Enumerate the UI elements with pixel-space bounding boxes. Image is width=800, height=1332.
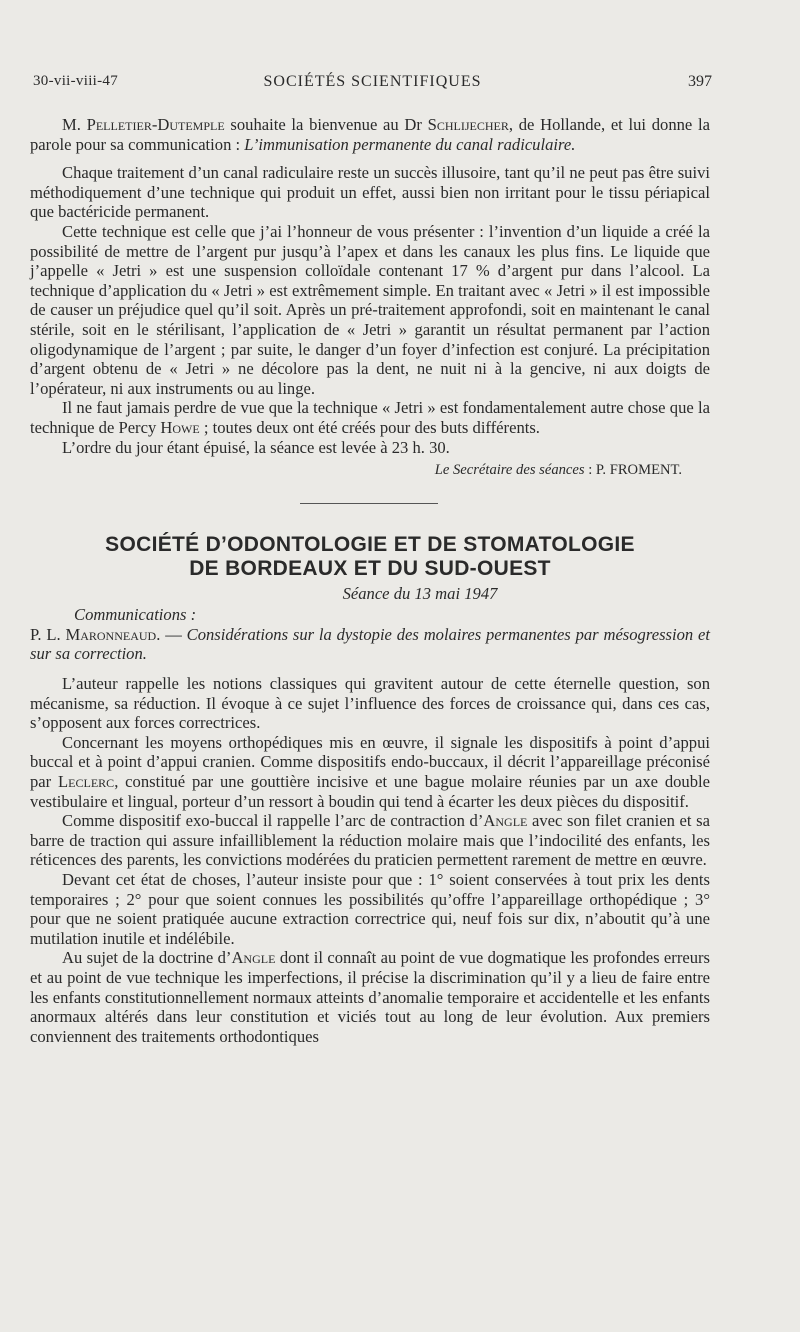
paragraph: Chaque traitement d’un canal radiculaire reste un succès illusoire, tant qu’il ne peut pas être suivi méthodiquement d’une technique qui produit un effet, aussi bien non irritant pour le tissu périapical que bactéricide permanent.: [30, 163, 710, 222]
signature-label: Le Secrétaire des séances: [434, 462, 585, 479]
communications-heading: Communications :: [74, 605, 197, 625]
issue-date: 30-vii-viii-47: [33, 73, 119, 89]
text-run: . —: [156, 624, 187, 644]
running-title: SOCIÉTÉS SCIENTIFIQUES: [263, 73, 482, 90]
text-run: P. L.: [30, 624, 66, 644]
article-title: Considérations sur la dystopie des molaires permanentes par mésogression et sur sa correction.: [30, 624, 710, 664]
section-title-line: SOCIÉTÉ D’ODONTOLOGIE ET DE STOMATOLOGIE: [105, 532, 635, 556]
session-date-text: Séance du 13 mai 1947: [342, 583, 498, 603]
paragraph: L’auteur rappelle les notions classiques qui gravitent autour de cette éternelle question, son mécanisme, sa réduction. Il évoque à ce sujet l’influence des forces de croissance qui, dans ces cas, s’opposent aux forces correctrices.: [30, 674, 710, 733]
signature-name: P. FROMENT.: [595, 462, 682, 479]
person-name: Howe: [160, 417, 200, 437]
session-date: [30, 584, 710, 604]
author-name: Maronneaud: [65, 624, 157, 644]
running-head: [33, 73, 712, 95]
person-name: Angle: [231, 948, 276, 968]
text-run: M.: [62, 115, 87, 134]
text-run: , constitué par une gouttière incisive et une bague molaire réunies par un axe double vestibulaire et lingual, porteur d’un ressort à boudin qui tend à écarter les deux pièces du dispositif.: [30, 772, 710, 811]
paragraph: Devant cet état de choses, l’auteur insiste pour que : 1° soient conservées à tout prix les dents temporaires ; 2° pour que soient connues les possibilités qu’offre l’appareillage orthopédique ; 3° pour que ne soient pratiquée aucune extraction correctrice qui, neuf fois sur dix, n’aboutit qu’à une mutilation inutile et indélébile.: [30, 870, 710, 948]
section-divider: [300, 503, 438, 504]
text-run: Au sujet de la doctrine d’: [62, 948, 232, 968]
section-title-line: DE BORDEAUX ET DU SUD-OUEST: [189, 556, 551, 580]
communication-title: L’immunisation permanente du canal radiculaire.: [244, 134, 576, 154]
text-run: , de Hollande, et lui donne la parole pour sa communication :: [30, 115, 710, 154]
text-run: Concernant les moyens orthopédiques mis en œuvre, il signale les dispositifs à point d’appui buccal et à point d’appui cranien. Comme dispositifs endo-buccaux, il décrit l’appareillage préconisé par: [30, 732, 710, 792]
person-name: Pelletier-Dutemple: [86, 115, 225, 134]
article-heading: [30, 625, 710, 664]
text-run: Comme dispositif exo-buccal il rappelle l’arc de contraction d’: [62, 811, 484, 831]
text-run: Il ne faut jamais perdre de vue que la technique « Jetri » est fondamentalement autre chose que la technique de Percy: [30, 398, 710, 437]
text-run: souhaite la bienvenue au Dr: [224, 115, 428, 134]
text-run: dont il connaît au point de vue dogmatique les profondes erreurs et au point de vue technique les imperfections, il précise la discrimination qu’il y a lieu de faire entre les enfants constitutionnellement normaux atteints d’anomalie temporaire et accidentelle et les enfants anormaux altérés dans leur constitution et viciés tout au long de leur évolution. Aux premiers conviennent des traitements orthodontiques: [30, 948, 710, 1046]
text-run: avec son filet cranien et sa barre de traction qui assure infailliblement la réduction molaire mais que l’indocilité des enfants, les réticences des parents, les convictions modérées du praticien permettent rarement de mettre en œuvre.: [30, 811, 710, 870]
paragraph: Cette technique est celle que j’ai l’honneur de vous présenter : l’invention d’un liquide a créé la possibilité de mettre de l’argent pur jusqu’à l’apex et dans les canaux les plus fins. Le liquide que j’appelle « Jetri » est une suspension colloïdale contenant 17 % d’argent pur dans l’alcool. La technique d’application du « Jetri » est extrêmement simple. En traitant avec « Jetri » il est impossible de causer un préjudice quel qu’il soit. Après un pré-traitement approfondi, soit en maintenant le canal stérile, soit en le stérilisant, l’application de « Jetri » garantit un résultat permanent par l’action oligodynamique de l’argent ; par suite, le danger d’un foyer d’infection est conjuré. La précipitation d’argent obtenu de « Jetri » ne décolore pas la dent, ne nuit ni à la gencive, ni aux doigts de l’opérateur, ni aux instruments ou au linge.: [30, 221, 710, 398]
paragraph: [30, 948, 710, 1046]
paragraph-welcome: [30, 115, 710, 154]
signature: [30, 461, 710, 481]
page-body: [30, 115, 710, 1046]
paragraph-closing: L’ordre du jour étant épuisé, la séance est levée à 23 h. 30.: [62, 437, 450, 457]
paragraph: [30, 811, 710, 870]
person-name: Leclerc: [58, 772, 115, 792]
section-title: [30, 533, 710, 581]
paragraph: [30, 733, 710, 811]
paragraph: [30, 398, 710, 437]
text-run: ; toutes deux ont été créés pour des buts différents.: [199, 417, 540, 437]
person-name: Schlijecher: [427, 115, 509, 134]
text-run: :: [584, 462, 596, 479]
person-name: Angle: [483, 811, 528, 831]
page-number: 397: [688, 73, 712, 90]
